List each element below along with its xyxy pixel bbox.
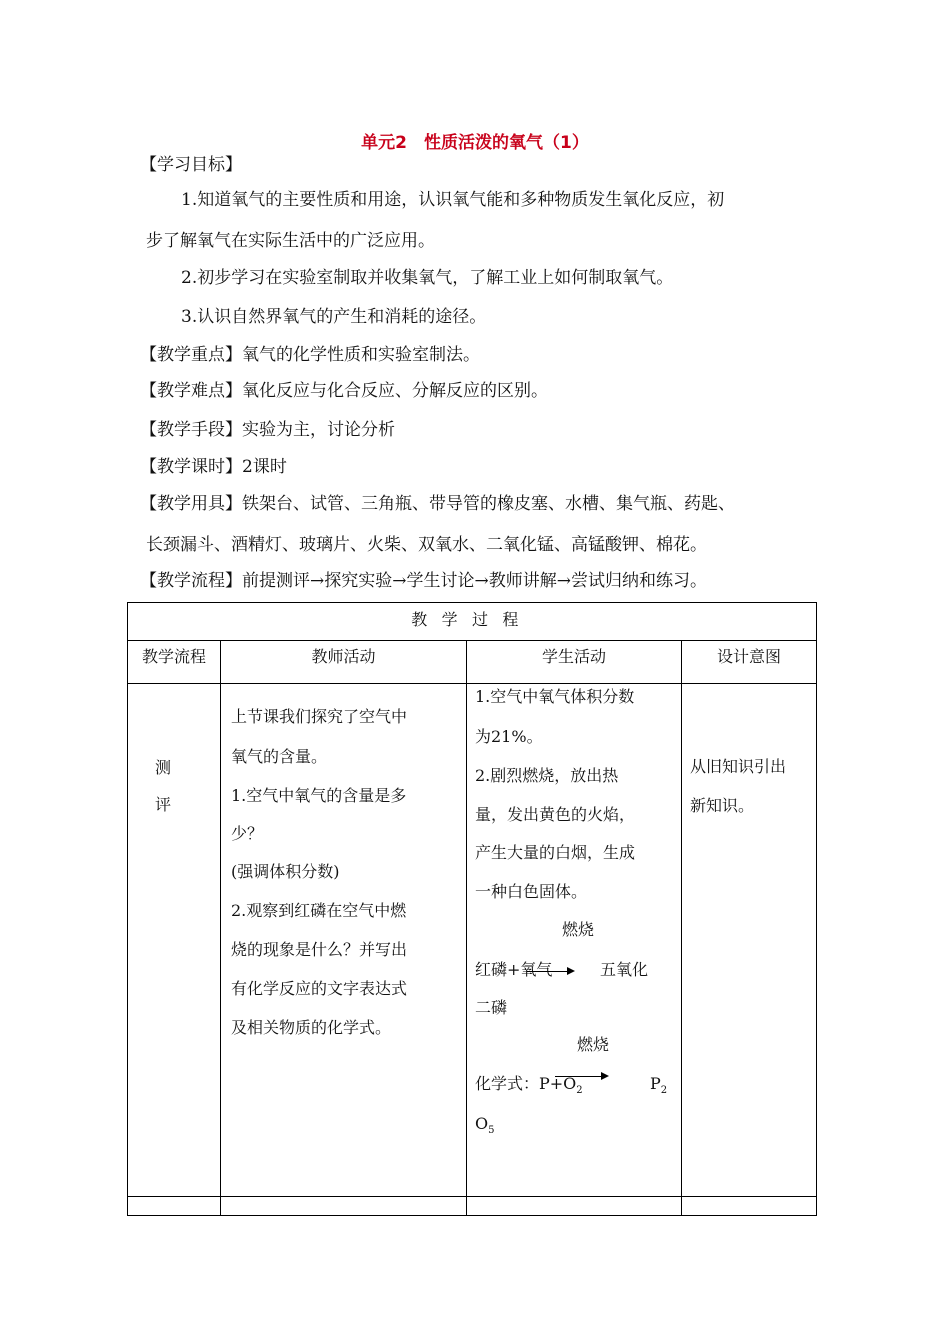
objectives-label: 【学习目标】 [140,155,242,175]
teacher-line: 1.空气中氧气的含量是多 [231,786,407,805]
empty-cell [467,1197,682,1216]
difficulty-label: 【教学难点】 [140,381,242,401]
col-header-intent: 设计意图 [682,641,817,684]
flow-text: 前提测评→探究实验→学生讨论→教师讲解→尝试归纳和练习。 [242,571,707,591]
eq1-condition: 燃烧 [562,920,595,939]
eq2-o-subscript: 2 [576,1085,583,1097]
hours-text: 2课时 [242,457,287,477]
table-header: 教学过程 [128,603,817,641]
stage-char-1: 测 [155,758,172,777]
objective-2: 2.初步学习在实验室制取并收集氧气，了解工业上如何制取氧气。 [181,268,674,288]
student-line: 为21%。 [475,727,543,746]
hours [140,457,287,477]
eq2-o5 [475,1114,495,1141]
tools [140,494,735,514]
eq2-o: O [475,1114,489,1133]
objective-1-cont: 步了解氧气在实际生活中的广泛应用。 [146,231,435,251]
col-header-flow: 教学流程 [128,641,221,684]
teacher-line: 少？ [231,824,264,843]
hours-label: 【教学课时】 [140,457,242,477]
flow-label: 【教学流程】 [140,571,242,591]
eq2-p: P [650,1074,661,1093]
tools-line2: 长颈漏斗、酒精灯、玻璃片、火柴、双氧水、二氧化锰、高锰酸钾、棉花。 [146,535,707,555]
tools-label: 【教学用具】 [140,494,242,514]
eq2-left-text: 化学式：P+O [475,1074,577,1093]
flow [140,571,707,591]
student-cell [467,684,682,1197]
process-table [127,602,817,1216]
teacher-line: 上节课我们探究了空气中 [231,707,408,726]
eq2-left [475,1074,583,1101]
teacher-line: 2.观察到红磷在空气中燃 [231,901,407,920]
teacher-line: 有化学反应的文字表达式 [231,979,408,998]
eq2-right [650,1074,667,1101]
eq1-right: 五氧化 [600,960,649,979]
student-line: 量，发出黄色的火焰， [475,805,636,824]
table-row [128,1197,817,1216]
student-line: 1.空气中氧气体积分数 [475,687,635,706]
intent-cell [682,684,817,1197]
col-header-student: 学生活动 [467,641,682,684]
tools-line1: 铁架台、试管、三角瓶、带导管的橡皮塞、水槽、集气瓶、药匙、 [242,494,735,514]
empty-cell [682,1197,817,1216]
reaction-arrow-icon [555,1076,607,1077]
eq1-right-cont: 二磷 [475,998,508,1017]
stage-char-2: 评 [155,795,172,814]
key-point-text: 氧气的化学性质和实验室制法。 [242,345,480,365]
intent-line: 新知识。 [690,796,755,815]
teacher-line: 及相关物质的化学式。 [231,1018,392,1037]
col-header-teacher: 教师活动 [221,641,467,684]
key-point [140,345,480,365]
student-line: 一种白色固体。 [475,882,588,901]
student-line: 2.剧烈燃烧，放出热 [475,766,619,785]
empty-cell [221,1197,467,1216]
objective-1: 1.知道氧气的主要性质和用途，认识氧气能和多种物质发生氧化反应，初 [181,190,725,210]
eq2-condition: 燃烧 [577,1035,610,1054]
teacher-line: 烧的现象是什么？并写出 [231,940,408,959]
difficulty-text: 氧化反应与化合反应、分解反应的区别。 [242,381,548,401]
method-text: 实验为主，讨论分析 [242,420,395,440]
intent-line: 从旧知识引出 [690,757,787,776]
stage-cell [128,684,221,1197]
student-line: 产生大量的白烟，生成 [475,843,636,862]
eq2-p-subscript: 2 [660,1085,668,1097]
page-title: 单元2 性质活泼的氧气（1） [361,133,589,153]
empty-cell [128,1197,221,1216]
teacher-cell [221,684,467,1197]
teacher-line: 氧气的含量。 [231,747,328,766]
teacher-line: (强调体积分数) [231,862,340,881]
difficulty [140,381,548,401]
objective-3: 3.认识自然界氧气的产生和消耗的途径。 [181,307,487,327]
reaction-arrow-icon [527,971,573,972]
eq1-left: 红磷+氧气 [475,960,553,979]
table-row [128,684,817,1197]
key-point-label: 【教学重点】 [140,345,242,365]
method [140,420,395,440]
eq2-o-subscript-5: 5 [488,1125,495,1137]
method-label: 【教学手段】 [140,420,242,440]
